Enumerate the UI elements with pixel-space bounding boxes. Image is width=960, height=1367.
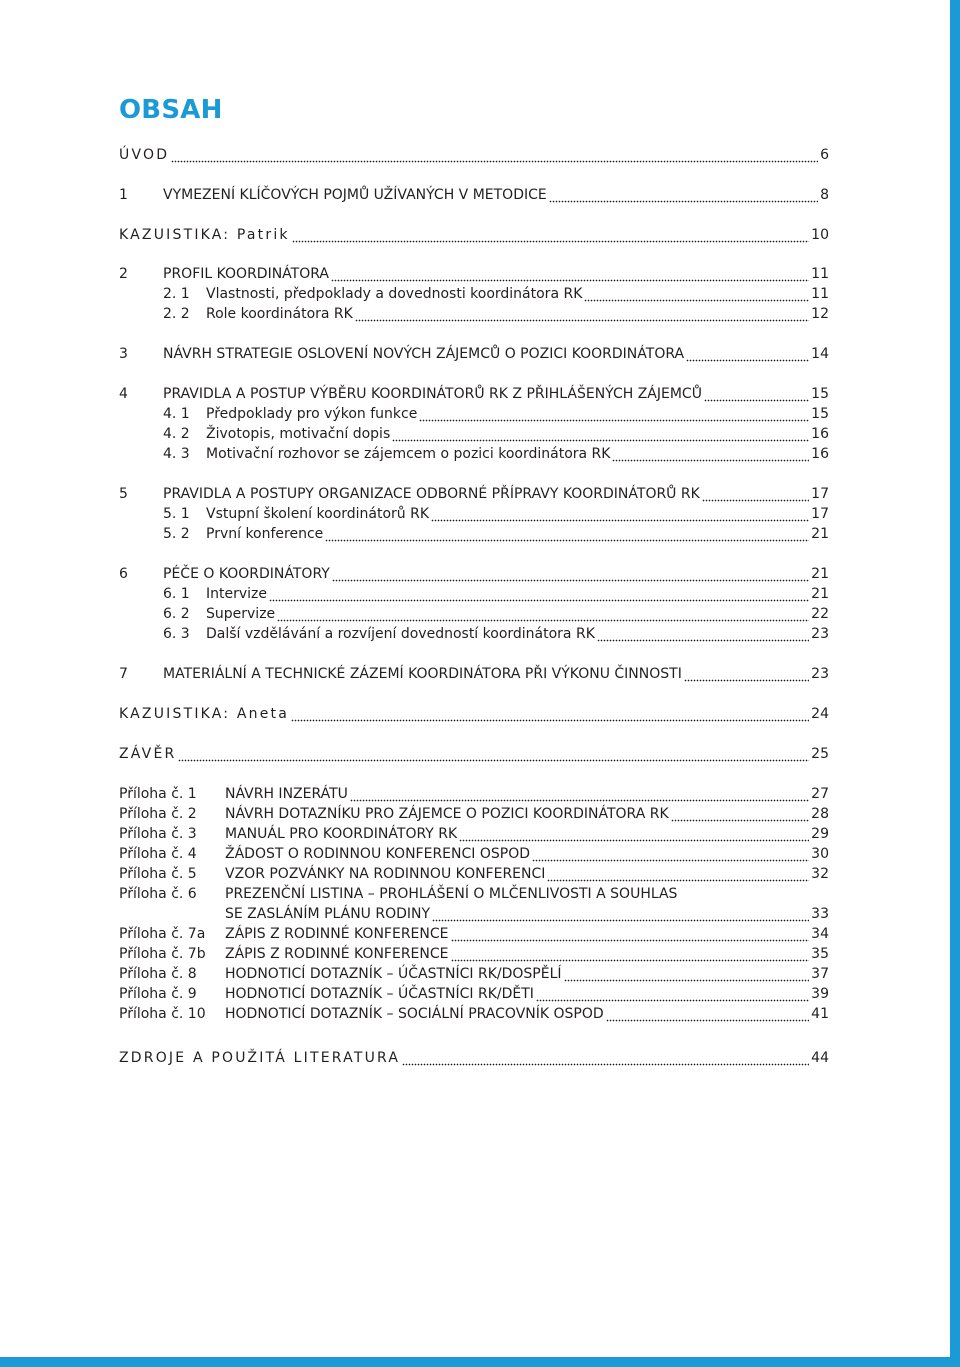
dot-leader [325, 524, 809, 544]
toc-entry-number: 6. 2 [163, 606, 190, 622]
toc-entry-label: HODNOTICÍ DOTAZNÍK – ÚČASTNÍCI RK/DOSPĚLÍ [225, 966, 562, 982]
toc-entry-label: PROFIL KOORDINÁTORA [163, 266, 329, 282]
toc-entry-page: 37 [811, 966, 829, 982]
toc-entry-label: VYMEZENÍ KLÍČOVÝCH POJMŮ UŽÍVANÝCH V METODICE [163, 187, 547, 203]
toc-entry[interactable] [119, 264, 829, 284]
toc-entry-number: Příloha č. 2 [119, 806, 197, 822]
toc-entry-label: ZÁPIS Z RODINNÉ KONFERENCE [225, 926, 449, 942]
toc-entry-page: 29 [811, 826, 829, 842]
toc-entry[interactable] [119, 344, 829, 364]
toc-entry[interactable] [119, 225, 829, 245]
toc-entry-number: 5. 1 [163, 506, 190, 522]
toc-entry[interactable] [119, 864, 829, 884]
toc-entry-label: Intervize [206, 586, 267, 602]
toc-entry[interactable] [119, 804, 829, 824]
toc-entry[interactable] [119, 384, 829, 404]
toc-entry-page: 21 [811, 526, 829, 542]
toc-entry-number: 6 [119, 566, 128, 582]
toc-entry-number: 2. 1 [163, 286, 190, 302]
toc-entry-page: 41 [811, 1006, 829, 1022]
toc-entry-page: 16 [811, 446, 829, 462]
toc-entry[interactable] [119, 904, 829, 924]
toc-entry-page: 23 [811, 666, 829, 682]
toc-entry-number: Příloha č. 10 [119, 1006, 206, 1022]
toc-entry[interactable] [119, 604, 829, 624]
dot-leader [332, 564, 809, 584]
toc-entry[interactable] [119, 504, 829, 524]
toc-entry-number: 5. 2 [163, 526, 190, 542]
toc-entry-number: Příloha č. 6 [119, 886, 197, 902]
toc-entry-page: 8 [820, 187, 829, 203]
toc-entry-page: 21 [811, 566, 829, 582]
toc-entry-label: ŽÁDOST O RODINNOU KONFERENCI OSPOD [225, 846, 530, 862]
dot-leader [451, 924, 810, 944]
dot-leader [292, 225, 809, 245]
toc-entry-label: Motivační rozhovor se zájemcem o pozici koordinátora RK [206, 446, 611, 462]
toc-entry-label: MATERIÁLNÍ A TECHNICKÉ ZÁZEMÍ KOORDINÁTORA PŘI VÝKONU ČINNOSTI [163, 666, 682, 682]
toc-entry-number: 4. 2 [163, 426, 190, 442]
toc-entry-label: HODNOTICÍ DOTAZNÍK – ÚČASTNÍCI RK/DĚTI [225, 986, 534, 1002]
dot-leader [564, 964, 810, 984]
toc-entry-page: 25 [811, 746, 829, 762]
toc-entry-label: Životopis, motivační dopis [206, 426, 391, 442]
toc-entry[interactable] [119, 564, 829, 584]
toc-entry-label: Předpoklady pro výkon funkce [206, 406, 418, 422]
toc-entry[interactable] [119, 784, 829, 804]
toc-entry-label: HODNOTICÍ DOTAZNÍK – SOCIÁLNÍ PRACOVNÍK OSPOD [225, 1006, 604, 1022]
toc-entry[interactable] [119, 584, 829, 604]
toc-entry[interactable] [119, 1004, 829, 1024]
toc-entry[interactable] [119, 524, 829, 544]
toc-entry[interactable] [119, 424, 829, 444]
page-title: OBSAH [119, 95, 223, 125]
toc-entry[interactable] [119, 444, 829, 464]
toc-entry-number: 3 [119, 346, 128, 362]
toc-entry[interactable] [119, 984, 829, 1004]
toc-entry-label: SE ZASLÁNÍM PLÁNU RODINY [225, 906, 431, 922]
dot-leader [350, 784, 809, 804]
toc-entry-page: 27 [811, 786, 829, 802]
dot-leader [459, 824, 809, 844]
toc-entry-page: 44 [811, 1050, 829, 1066]
toc-entry[interactable] [119, 964, 829, 984]
toc-entry[interactable] [119, 924, 829, 944]
toc-entry-label: NÁVRH STRATEGIE OSLOVENÍ NOVÝCH ZÁJEMCŮ O POZICI KOORDINÁTORA [163, 346, 685, 362]
toc-entry-label: Supervize [206, 606, 276, 622]
toc-entry[interactable] [119, 844, 829, 864]
toc-entry-page: 33 [811, 906, 829, 922]
dot-leader [547, 864, 809, 884]
toc-entry-page: 12 [811, 306, 829, 322]
toc-entry-page: 28 [811, 806, 829, 822]
toc-entry-number: 7 [119, 666, 128, 682]
toc-entry-label: ZDROJE A POUŽITÁ LITERATURA [119, 1050, 401, 1066]
toc-entry[interactable] [119, 484, 829, 504]
toc-entry[interactable] [119, 944, 829, 964]
toc-entry-number: 4 [119, 386, 128, 402]
toc-entry-page: 32 [811, 866, 829, 882]
toc-entry-label: KAZUISTIKA: Aneta [119, 706, 290, 722]
dot-leader [612, 444, 809, 464]
dot-leader [277, 604, 809, 624]
toc-entry-label: PRAVIDLA A POSTUPY ORGANIZACE ODBORNÉ PŘÍPRAVY KOORDINÁTORŮ RK [163, 486, 700, 502]
toc-entry-number: Příloha č. 3 [119, 826, 197, 842]
toc-entry[interactable] [119, 744, 829, 764]
toc-entry-page: 35 [811, 946, 829, 962]
toc-entry-label: První konference [206, 526, 324, 542]
toc-entry[interactable] [119, 1048, 829, 1068]
toc-entry-label: Další vzdělávání a rozvíjení dovedností koordinátora RK [206, 626, 595, 642]
toc-entry-label: Role koordinátora RK [206, 306, 353, 322]
dot-leader [451, 944, 810, 964]
dot-leader [432, 904, 809, 924]
dot-leader [392, 424, 809, 444]
dot-leader [291, 704, 809, 724]
toc-entry-label: ZÁVĚR [119, 746, 177, 762]
toc-entry[interactable] [119, 884, 829, 904]
toc-entry-number: 6. 3 [163, 626, 190, 642]
toc-entry-page: 6 [820, 147, 829, 163]
dot-leader [606, 1004, 810, 1024]
toc-entry[interactable] [119, 704, 829, 724]
dot-leader [419, 404, 809, 424]
toc-entry-page: 21 [811, 586, 829, 602]
toc-entry-page: 24 [811, 706, 829, 722]
toc-entry[interactable] [119, 304, 829, 324]
dot-leader [597, 624, 809, 644]
dot-leader [532, 844, 809, 864]
toc-entry-label: PRAVIDLA A POSTUP VÝBĚRU KOORDINÁTORŮ RK Z PŘIHLÁŠENÝCH ZÁJEMCŮ [163, 386, 702, 402]
toc-entry-page: 10 [811, 227, 829, 243]
toc-entry-number: 5 [119, 486, 128, 502]
dot-leader [536, 984, 809, 1004]
toc-entry-label: ÚVOD [119, 147, 170, 163]
toc-entry[interactable] [119, 824, 829, 844]
toc-entry-page: 14 [811, 346, 829, 362]
dot-leader [584, 284, 809, 304]
toc-entry-page: 22 [811, 606, 829, 622]
dot-leader [431, 504, 809, 524]
toc-entry-number: 1 [119, 187, 128, 203]
dot-leader [671, 804, 810, 824]
toc-entry-page: 23 [811, 626, 829, 642]
toc-entry-label: NÁVRH INZERÁTU [225, 786, 348, 802]
toc-entry[interactable] [119, 145, 829, 165]
dot-leader [402, 1048, 809, 1068]
toc-entry-number: 2 [119, 266, 128, 282]
toc-entry-number: 4. 3 [163, 446, 190, 462]
toc-entry-label: NÁVRH DOTAZNÍKU PRO ZÁJEMCE O POZICI KOORDINÁTORA RK [225, 806, 669, 822]
toc-entry-number: Příloha č. 7b [119, 946, 206, 962]
toc-entry-label: Vlastnosti, předpoklady a dovednosti koordinátora RK [206, 286, 583, 302]
toc-entry-page: 30 [811, 846, 829, 862]
toc-entry-label: VZOR POZVÁNKY NA RODINNOU KONFERENCI [225, 866, 546, 882]
toc-entry[interactable] [119, 284, 829, 304]
toc-entry-label: Vstupní školení koordinátorů RK [206, 506, 430, 522]
toc-entry[interactable] [119, 624, 829, 644]
toc-entry-page: 11 [811, 286, 829, 302]
toc-entry-label: ZÁPIS Z RODINNÉ KONFERENCE [225, 946, 449, 962]
toc-entry-number: Příloha č. 1 [119, 786, 197, 802]
toc-entry-label: KAZUISTIKA: Patrik [119, 227, 290, 243]
toc-entry-number: 6. 1 [163, 586, 190, 602]
dot-leader [355, 304, 809, 324]
dot-leader [549, 185, 818, 205]
toc-entry-number: Příloha č. 8 [119, 966, 197, 982]
toc-entry-page: 11 [811, 266, 829, 282]
dot-leader [686, 344, 809, 364]
toc-entry-page: 17 [811, 506, 829, 522]
toc-entry-label: MANUÁL PRO KOORDINÁTORY RK [225, 826, 458, 842]
toc-entry-page: 15 [811, 406, 829, 422]
toc-entry-number: Příloha č. 5 [119, 866, 197, 882]
toc-entry-number: Příloha č. 4 [119, 846, 197, 862]
toc-entry-number: Příloha č. 9 [119, 986, 197, 1002]
dot-leader [702, 484, 809, 504]
toc-entry[interactable] [119, 404, 829, 424]
toc-entry-page: 17 [811, 486, 829, 502]
dot-leader [171, 145, 818, 165]
toc-entry-page: 34 [811, 926, 829, 942]
toc-entry-number: 2. 2 [163, 306, 190, 322]
toc-entry-page: 15 [811, 386, 829, 402]
dot-leader [269, 584, 809, 604]
toc-entry-label: PÉČE O KOORDINÁTORY [163, 566, 330, 582]
toc-entry[interactable] [119, 185, 829, 205]
toc-entry[interactable] [119, 664, 829, 684]
toc-entry-page: 39 [811, 986, 829, 1002]
toc-entry-label: PREZENČNÍ LISTINA – PROHLÁŠENÍ O MLČENLIVOSTI A SOUHLAS [225, 886, 678, 902]
dot-leader [178, 744, 809, 764]
dot-leader [704, 384, 809, 404]
toc-entry-number: Příloha č. 7a [119, 926, 206, 942]
dot-leader [684, 664, 809, 684]
toc-entry-page: 16 [811, 426, 829, 442]
dot-leader [331, 264, 809, 284]
toc-entry-number: 4. 1 [163, 406, 190, 422]
